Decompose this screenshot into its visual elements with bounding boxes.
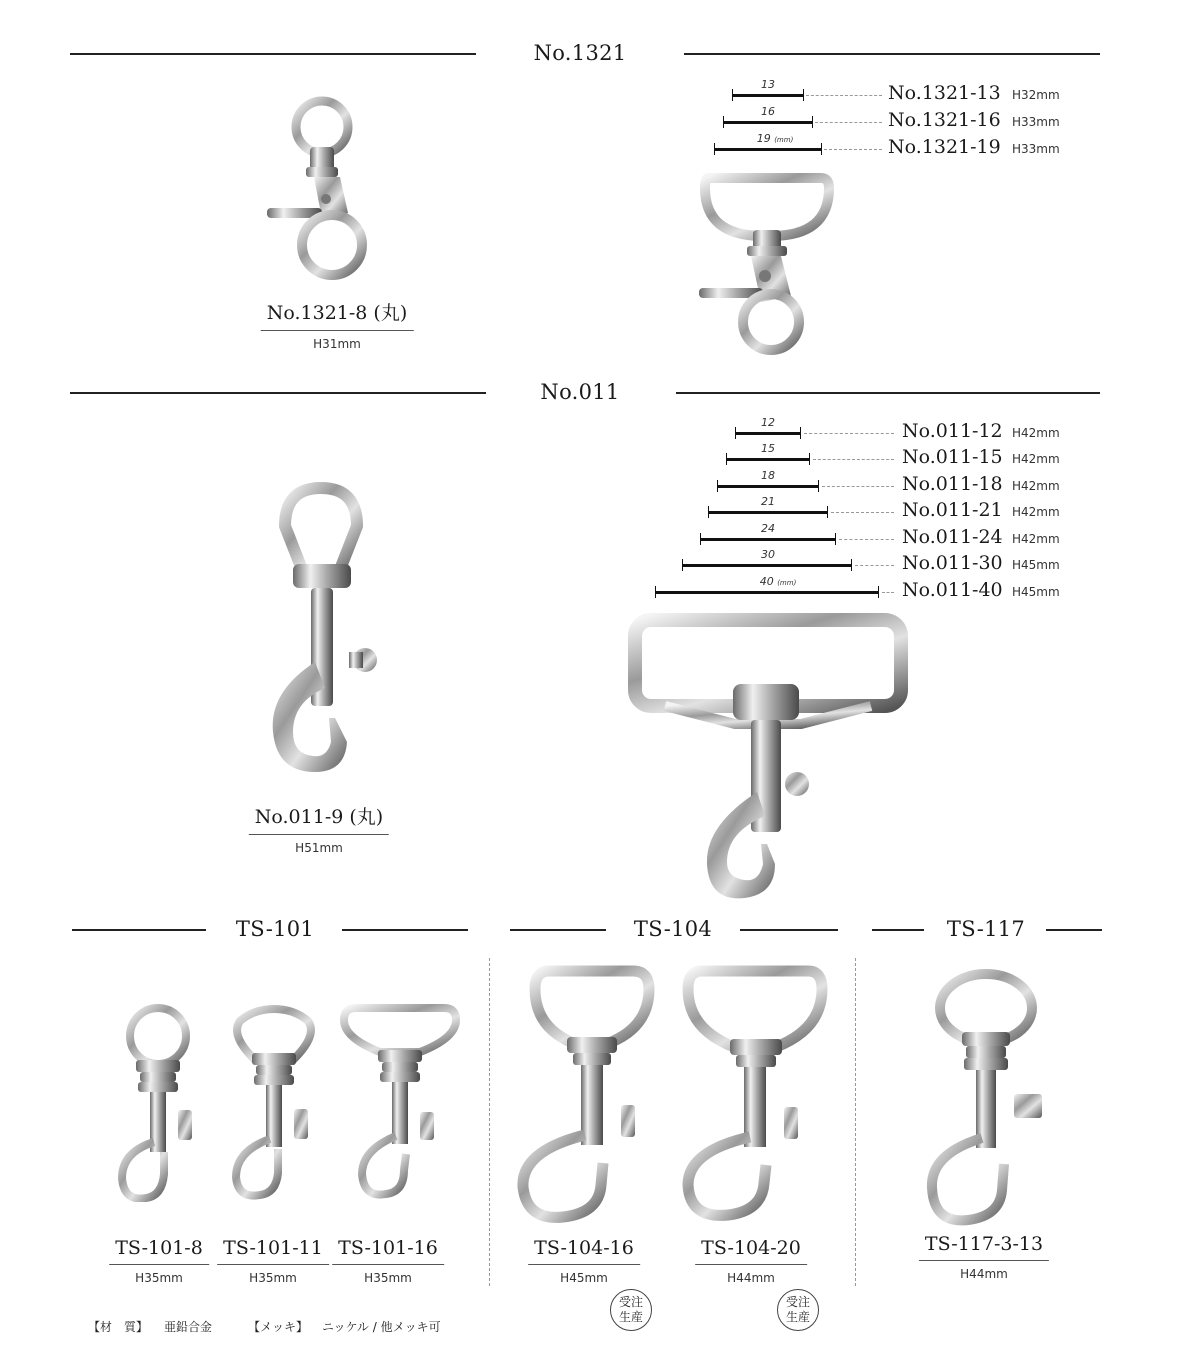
clip-image-ts104-20 <box>680 965 830 1225</box>
product-name: No.011-9 (丸) <box>249 802 389 835</box>
size-width: 21 <box>761 495 775 508</box>
size-leader <box>882 592 894 593</box>
size-bar <box>682 564 852 567</box>
section-rule-left <box>510 929 606 931</box>
section-rule-right <box>676 392 1100 394</box>
clip-image-no011-wide <box>625 612 910 904</box>
product-height: H44mm <box>727 1271 775 1285</box>
size-height: H42mm <box>1012 505 1060 519</box>
size-leader <box>822 486 894 487</box>
size-height: H42mm <box>1012 452 1060 466</box>
clip-image-ts101-11 <box>224 1005 324 1200</box>
size-row <box>0 495 1200 525</box>
size-leader <box>824 149 882 150</box>
size-tick <box>800 427 801 439</box>
size-height: H33mm <box>1012 142 1060 156</box>
section-rule-right <box>684 53 1100 55</box>
size-width: 18 <box>761 469 775 482</box>
size-height: H32mm <box>1012 88 1060 102</box>
product-caption-ts101-11 <box>217 1237 329 1285</box>
size-tick <box>827 506 828 518</box>
size-row <box>0 78 1200 108</box>
size-bar <box>732 94 804 97</box>
product-name: TS-104-16 <box>528 1237 640 1265</box>
made-to-order-badge: 受注 生産 <box>610 1289 652 1331</box>
section-title-no1321: No.1321 <box>533 41 627 65</box>
size-tick <box>821 143 822 155</box>
product-height: H45mm <box>560 1271 608 1285</box>
size-code: No.011-15 <box>902 446 1003 468</box>
section-title-no011: No.011 <box>540 380 620 404</box>
size-row <box>0 416 1200 446</box>
clip-image-ts117-3-13 <box>920 968 1060 1228</box>
size-bar <box>655 591 879 594</box>
size-leader <box>855 565 894 566</box>
size-row <box>0 132 1200 162</box>
size-width: 16 <box>761 105 775 118</box>
material-label: 【材 質】 <box>88 1320 149 1334</box>
size-row <box>0 522 1200 552</box>
section-title-ts104: TS-104 <box>633 917 713 941</box>
made-to-order-badge: 受注 生産 <box>777 1289 819 1331</box>
size-code: No.011-40 <box>902 579 1003 601</box>
product-caption-ts101-8 <box>109 1237 209 1285</box>
size-code: No.011-21 <box>902 499 1003 521</box>
size-row <box>0 442 1200 472</box>
clip-image-no1321-d-ring <box>695 170 840 360</box>
size-bar <box>714 148 822 151</box>
size-height: H45mm <box>1012 585 1060 599</box>
size-row <box>0 105 1200 135</box>
section-rule-left <box>72 929 206 931</box>
section-rule-left <box>70 53 476 55</box>
size-bar <box>723 121 813 124</box>
material-value: 亜鉛合金 <box>164 1320 213 1334</box>
size-bar <box>726 458 810 461</box>
size-tick <box>835 533 836 545</box>
product-height: H35mm <box>135 1271 183 1285</box>
column-divider <box>489 958 490 1286</box>
column-divider <box>855 958 856 1286</box>
plating-label: 【メッキ】 <box>248 1320 309 1334</box>
product-height: H35mm <box>249 1271 297 1285</box>
size-tick <box>803 89 804 101</box>
size-code: No.1321-19 <box>888 136 1001 158</box>
product-caption-ts104-20 <box>695 1237 807 1285</box>
size-width: 24 <box>761 522 775 535</box>
size-height: H42mm <box>1012 426 1060 440</box>
size-code: No.011-30 <box>902 552 1003 574</box>
size-code: No.011-24 <box>902 526 1003 548</box>
size-bar <box>708 511 828 514</box>
section-rule-right <box>342 929 468 931</box>
product-name: TS-101-11 <box>217 1237 329 1265</box>
plating-value: ニッケル / 他メッキ可 <box>322 1320 441 1334</box>
size-height: H33mm <box>1012 115 1060 129</box>
section-title-ts117: TS-117 <box>946 917 1026 941</box>
size-tick <box>812 116 813 128</box>
size-height: H42mm <box>1012 532 1060 546</box>
size-code: No.011-12 <box>902 420 1003 442</box>
product-height: H35mm <box>364 1271 412 1285</box>
size-leader <box>815 122 882 123</box>
product-caption-ts117-3-13 <box>919 1233 1049 1281</box>
size-width: 12 <box>761 416 775 429</box>
size-bar <box>735 432 801 435</box>
size-leader <box>839 539 894 540</box>
product-name: TS-101-8 <box>109 1237 209 1265</box>
product-caption-ts101-16 <box>332 1237 444 1285</box>
size-bar <box>717 485 819 488</box>
product-caption-no1321-8 <box>261 298 414 351</box>
section-title-ts101: TS-101 <box>235 917 315 941</box>
size-tick <box>809 453 810 465</box>
size-tick <box>878 586 879 598</box>
clip-image-ts104-16 <box>515 965 665 1225</box>
section-rule-right <box>740 929 838 931</box>
product-caption-ts104-16 <box>528 1237 640 1285</box>
size-tick <box>818 480 819 492</box>
section-rule-right <box>1046 929 1102 931</box>
size-bar <box>700 538 836 541</box>
product-name: No.1321-8 (丸) <box>261 298 414 331</box>
size-width: 30 <box>761 548 775 561</box>
section-rule-left <box>872 929 924 931</box>
product-height: H51mm <box>295 841 343 855</box>
section-rule-left <box>70 392 486 394</box>
product-height: H31mm <box>313 337 361 351</box>
product-height: H44mm <box>960 1267 1008 1281</box>
product-name: TS-104-20 <box>695 1237 807 1265</box>
size-width: 15 <box>761 442 775 455</box>
size-code: No.1321-13 <box>888 82 1001 104</box>
size-width: 13 <box>761 78 775 91</box>
size-code: No.1321-16 <box>888 109 1001 131</box>
size-height: H42mm <box>1012 479 1060 493</box>
size-row <box>0 469 1200 499</box>
product-name: TS-117-3-13 <box>919 1233 1049 1261</box>
clip-image-ts101-8 <box>112 1002 202 1202</box>
size-row <box>0 575 1200 605</box>
size-tick <box>851 559 852 571</box>
product-name: TS-101-16 <box>332 1237 444 1265</box>
size-leader <box>813 459 894 460</box>
product-caption-no011-9 <box>249 802 389 855</box>
size-leader <box>806 95 882 96</box>
size-leader <box>831 512 894 513</box>
clip-image-ts101-16 <box>340 1002 460 1202</box>
size-width: 19 (mm) <box>756 132 794 145</box>
size-row <box>0 548 1200 578</box>
size-code: No.011-18 <box>902 473 1003 495</box>
size-leader <box>804 433 894 434</box>
size-height: H45mm <box>1012 558 1060 572</box>
size-width: 40 (mm) <box>759 575 797 588</box>
